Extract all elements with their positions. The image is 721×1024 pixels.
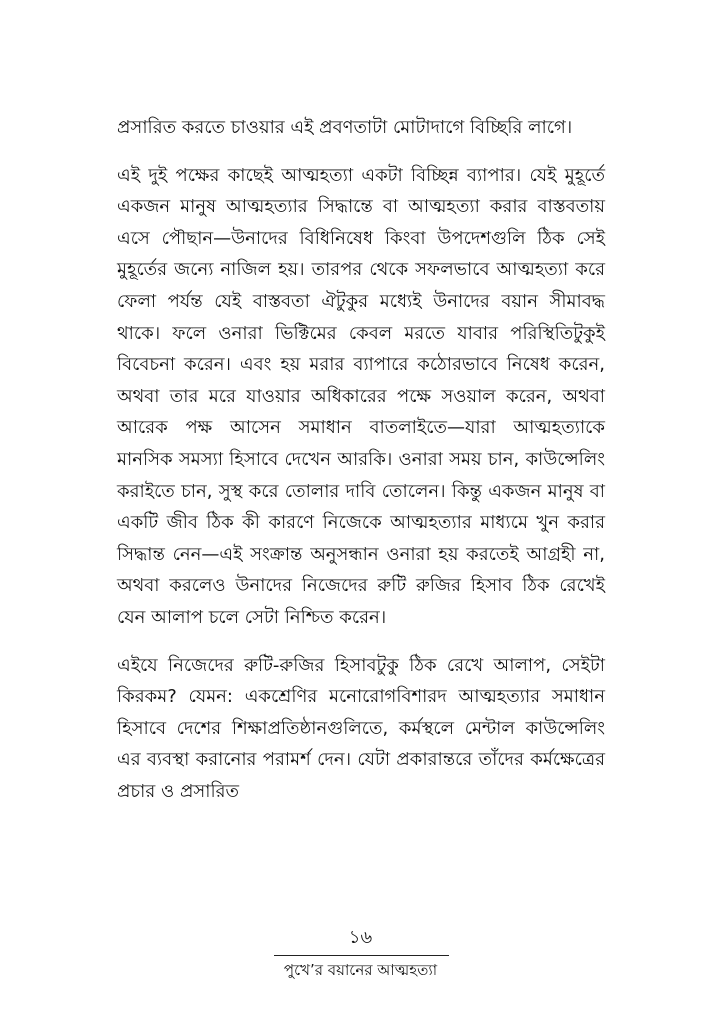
body-text: [117, 112, 605, 823]
paragraph-2: এই দুই পক্ষের কাছেই আত্মহত্যা একটা বিচ্ছিন্ন ব্যাপার। যেই মুহূর্তে একজন মানুষ আত্মহত্যার সিদ্ধান্তে বা আত্মহত্যা করার বাস্তবতায় এসে পৌছান—উনাদের বিধিনিষেধ কিংবা উপদেশগুলি ঠিক সেই মুহূর্তের জন্যে নাজিল হয়। তারপর থেকে সফলভাবে আত্মহত্যা করে ফেলা পর্যন্ত যেই বাস্তবতা ঐটুকুর মধ্যেই উনাদের বয়ান সীমাবদ্ধ থাকে। ফলে ওনারা ভিক্টিমের কেবল মরতে যাবার পরিস্থিতিটুকুই বিবেচনা করেন। এবং হয় মরার ব্যাপারে কঠোরভাবে নিষেধ করেন, অথবা তার মরে যাওয়ার অধিকারের পক্ষে সওয়াল করেন, অথবা আরেক পক্ষ আসেন সমাধান বাতলাইতে—যারা আত্মহত্যাকে মানসিক সমস্যা হিসাবে দেখেন আরকি। ওনারা সময় চান, কাউন্সেলিং করাইতে চান, সুস্থ করে তোলার দাবি তোলেন। কিন্তু একজন মানুষ বা একটি জীব ঠিক কী কারণে নিজেকে আত্মহত্যার মাধ্যমে খুন করার সিদ্ধান্ত নেন—এই সংক্রান্ত অনুসন্ধান ওনারা হয় করতেই আগ্রহী না, অথবা করলেও উনাদের নিজেদের রুটি রুজির হিসাব ঠিক রেখেই যেন আলাপ চলে সেটা নিশ্চিত করেন।: [117, 164, 605, 628]
page-number: ১৬: [348, 927, 373, 948]
paragraph-1: প্রসারিত করতে চাওয়ার এই প্রবণতাটা মোটাদাগে বিচ্ছিরি লাগে।: [117, 117, 573, 138]
footer-divider: [274, 955, 449, 956]
running-footer-title: পুখে’র বয়ানের আত্মহত্যা: [283, 961, 438, 979]
paragraph-3: এইযে নিজেদের রুটি-রুজির হিসাবটুকু ঠিক রেখে আলাপ, সেইটা কিরকম? যেমন: একশ্রেণির মনোরোগবিশারদ আত্মহত্যার সমাধান হিসাবে দেশের শিক্ষাপ্রতিষ্ঠানগুলিতে, কর্মস্থলে মেন্টাল কাউন্সেলিং এর ব্যবস্থা করানোর পরামর্শ দেন। যেটা প্রকারান্তরে তাঁদের কর্মক্ষেত্রের প্রচার ও প্রসারিত: [117, 654, 605, 802]
